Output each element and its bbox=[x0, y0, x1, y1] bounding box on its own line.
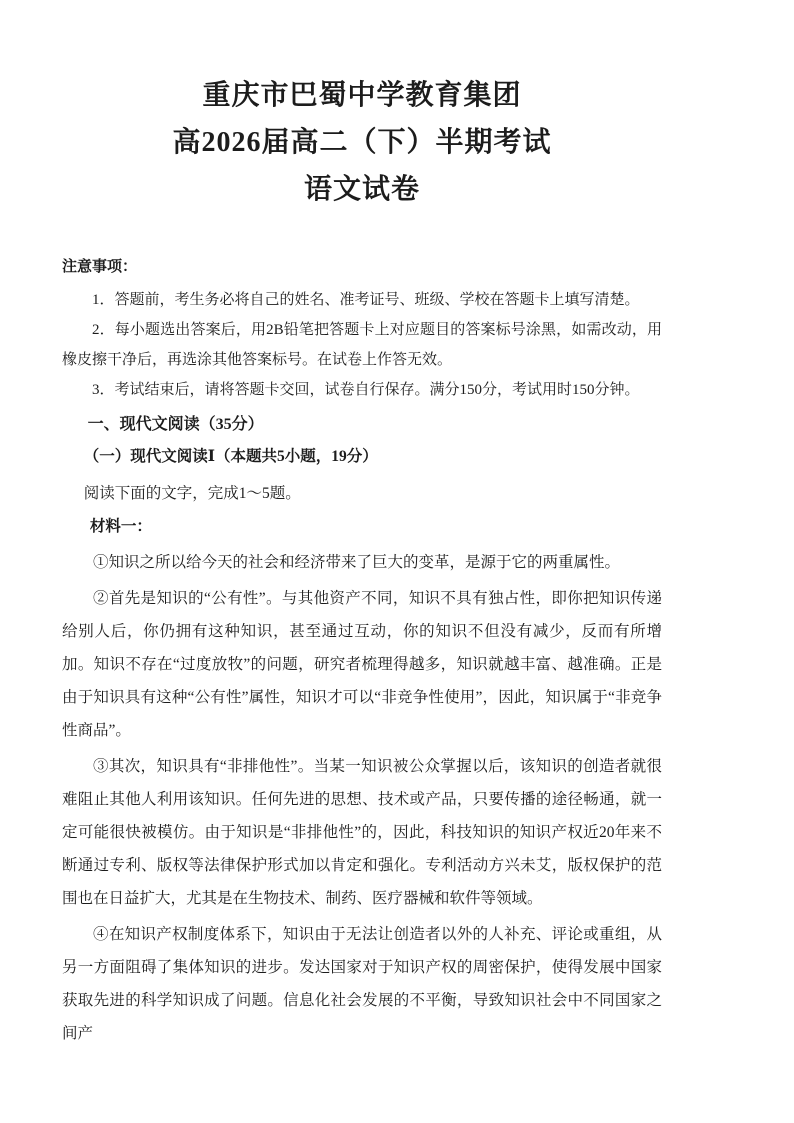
exam-session-title: 高2026届高二（下）半期考试 bbox=[172, 127, 552, 158]
notice-item-1: 1．答题前，考生务必将自己的姓名、准考证号、班级、学校在答题卡上填写清楚。 bbox=[92, 292, 640, 308]
notice-heading: 注意事项： bbox=[62, 259, 138, 275]
reading-instruction: 阅读下面的文字，完成1～5题。 bbox=[83, 485, 301, 502]
notice-item-2: 2．每小题选出答案后，用2B铅笔把答题卡上对应题目的答案标号涂黑，如需改动，用橡皮擦干净后，再选涂其他答案标号。在试卷上作答无效。 bbox=[62, 322, 662, 368]
reading-section bbox=[62, 409, 662, 1050]
subject-title: 语文试卷 bbox=[303, 174, 420, 205]
section-heading: 一、现代文阅读（35分） bbox=[87, 416, 264, 433]
notice-item-3: 3．考试结束后，请将答题卡交回，试卷自行保存。满分150分，考试用时150分钟。 bbox=[92, 382, 640, 398]
school-title: 重庆市巴蜀中学教育集团 bbox=[202, 80, 522, 111]
exam-title-block bbox=[62, 72, 662, 213]
material-paragraph-2: ②首先是知识的“公有性”。与其他资产不同，知识不具有独占性，即你把知识传递给别人后，你仍拥有这种知识，甚至通过互动，你的知识不但没有减少，反而有所增加。知识不存在“过度放牧”的问题，研究者梳理得越多，知识就越丰富、越准确。正是由于知识具有这种“公有性”属性，知识才可以“非竞争性使用”，因此，知识属于“非竞争性商品”。 bbox=[62, 590, 662, 739]
subsection-heading: （一）现代文阅读Ⅰ（本题共5小题，19分） bbox=[83, 448, 378, 465]
material-label: 材料一： bbox=[89, 518, 152, 535]
material-paragraph-1: ①知识之所以给今天的社会和经济带来了巨大的变革，是源于它的两重属性。 bbox=[93, 554, 621, 571]
material-paragraph-4: ④在知识产权制度体系下，知识由于无法让创造者以外的人补充、评论或重组，从另一方面阻碍了集体知识的进步。发达国家对于知识产权的周密保护，使得发展中国家获取先进的科学知识成了问题。信息化社会发展的不平衡，导致知识社会中不同国家之间产 bbox=[62, 926, 662, 1042]
notice-section bbox=[62, 253, 662, 405]
material-paragraph-3: ③其次，知识具有“非排他性”。当某一知识被公众掌握以后，该知识的创造者就很难阻止其他人利用该知识。任何先进的思想、技术或产品，只要传播的途径畅通，就一定可能很快被模仿。由于知识是“非排他性”的，因此，科技知识的知识产权近20年来不断通过专利、版权等法律保护形式加以肯定和强化。专利活动方兴未艾，版权保护的范围也在日益扩大，尤其是在生物技术、制药、医疗器械和软件等领域。 bbox=[62, 758, 662, 907]
